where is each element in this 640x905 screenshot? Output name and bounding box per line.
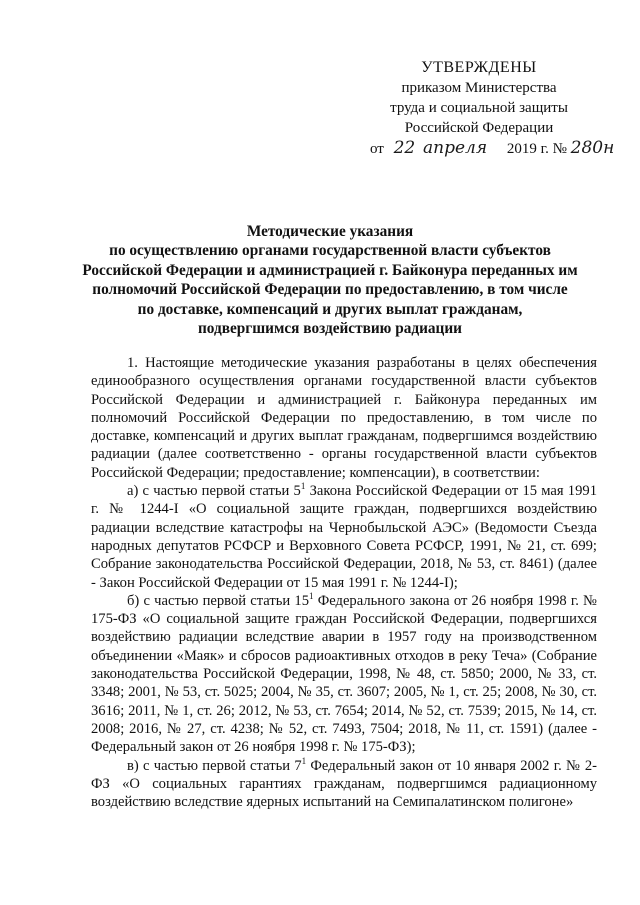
approval-line-federation: Российской Федерации	[404, 120, 554, 136]
approval-line-labor: труда и социальной защиты	[390, 100, 568, 116]
paragraph-b	[91, 592, 597, 757]
title-line-4: полномочий Российской Федерации по предоставлению, в том числе	[92, 281, 568, 299]
document-title	[80, 222, 580, 338]
approval-block	[364, 58, 615, 159]
paragraph-c-start: в) с частью первой статьи 7	[127, 757, 302, 774]
handwritten-number: 280н	[570, 138, 615, 158]
title-line-6: подвергшимся воздействию радиации	[197, 320, 462, 338]
paragraph-a	[91, 482, 597, 592]
number-label: №	[552, 141, 567, 157]
title-line-2: по осуществлению органами государственной власти субъектов	[109, 242, 551, 260]
title-line-1: Методические указания	[246, 223, 414, 240]
approval-line-ministry: приказом Министерства	[401, 80, 557, 96]
paragraph-c-superscript: 1	[301, 755, 307, 766]
paragraph-a-rest: Закона Российской Федерации от 15 мая 1991 г. № 1244-I «О социальной защите граждан, подвергшихся воздействию радиации вследствие катастрофы на Чернобыльской АЭС» (Ведомости Съезда народных депутатов РСФСР и Верховного Совета РСФСР, 1991, № 21, ст. 699; Собрание законодательства Российской Федерации, 2018, № 53, ст. 8461) (далее - Закон Российской Федерации от 15 мая 1991 г. № 1244-I);	[91, 483, 597, 591]
date-prefix: от	[370, 141, 384, 157]
document-body	[91, 354, 597, 811]
approval-heading: УТВЕРЖДЕНЫ	[421, 59, 537, 76]
paragraph-c-rest: Федеральный закон от 10 января 2002 г. № 2-ФЗ «О социальных гарантиях гражданам, подвергшимся радиационному воздействию вследствие ядерных испытаний на Семипалатинском полигоне»	[91, 757, 597, 811]
title-line-3: Российской Федерации и администрацией г. Байконура переданных им	[82, 261, 578, 279]
handwritten-day: 22	[393, 138, 416, 158]
title-line-5: по доставке, компенсаций и других выплат гражданам,	[137, 300, 523, 318]
approval-date-line	[370, 138, 615, 159]
paragraph-a-superscript: 1	[300, 481, 306, 492]
paragraph-c	[91, 757, 597, 812]
paragraph-b-superscript: 1	[309, 591, 314, 601]
paragraph-a-start: а) с частью первой статьи 5	[127, 483, 301, 500]
paragraph-b-rest: Федерального закона от 26 ноября 1998 г. № 175-ФЗ «О социальной защите граждан Российской Федерации, подвергшихся воздействию радиации вследствие аварии в 1957 году на производственном объединении «Маяк» и сбросов радиоактивных отходов в реку Теча» (Собрание законодательства Российской Федерации, 1998, № 48, ст. 5850; 2000, № 33, ст. 3348; 2001, № 53, ст. 5025; 2004, № 35, ст. 3607; 2005, № 1, ст. 25; 2008, № 30, ст. 3616; 2011, № 1, ст. 26; 2012, № 53, ст. 7654; 2014, № 52, ст. 7539; 2015, № 14, ст. 2008; 2016, № 27, ст. 4238; № 52, ст. 7493, 7504; 2018, № 11, ст. 1591) (далее - Федеральный закон от 26 ноября 1998 г. № 175-ФЗ);	[91, 592, 597, 756]
paragraph-b-start: б) с частью первой статьи 15	[127, 592, 310, 609]
paragraph-1: 1. Настоящие методические указания разработаны в целях обеспечения единообразного осуществления органами государственной власти субъектов Российской Федерации и администрацией г. Байконура переданных им полномочий Российской Федерации по предоставлению, в том числе по доставке, компенсаций и других выплат гражданам, подвергшимся воздействию радиации (далее соответственно - органы государственной власти субъектов Российской Федерации; предоставление; компенсации), в соответствии:	[91, 355, 597, 481]
date-year: 2019 г.	[506, 141, 549, 157]
handwritten-month: апреля	[423, 138, 488, 158]
